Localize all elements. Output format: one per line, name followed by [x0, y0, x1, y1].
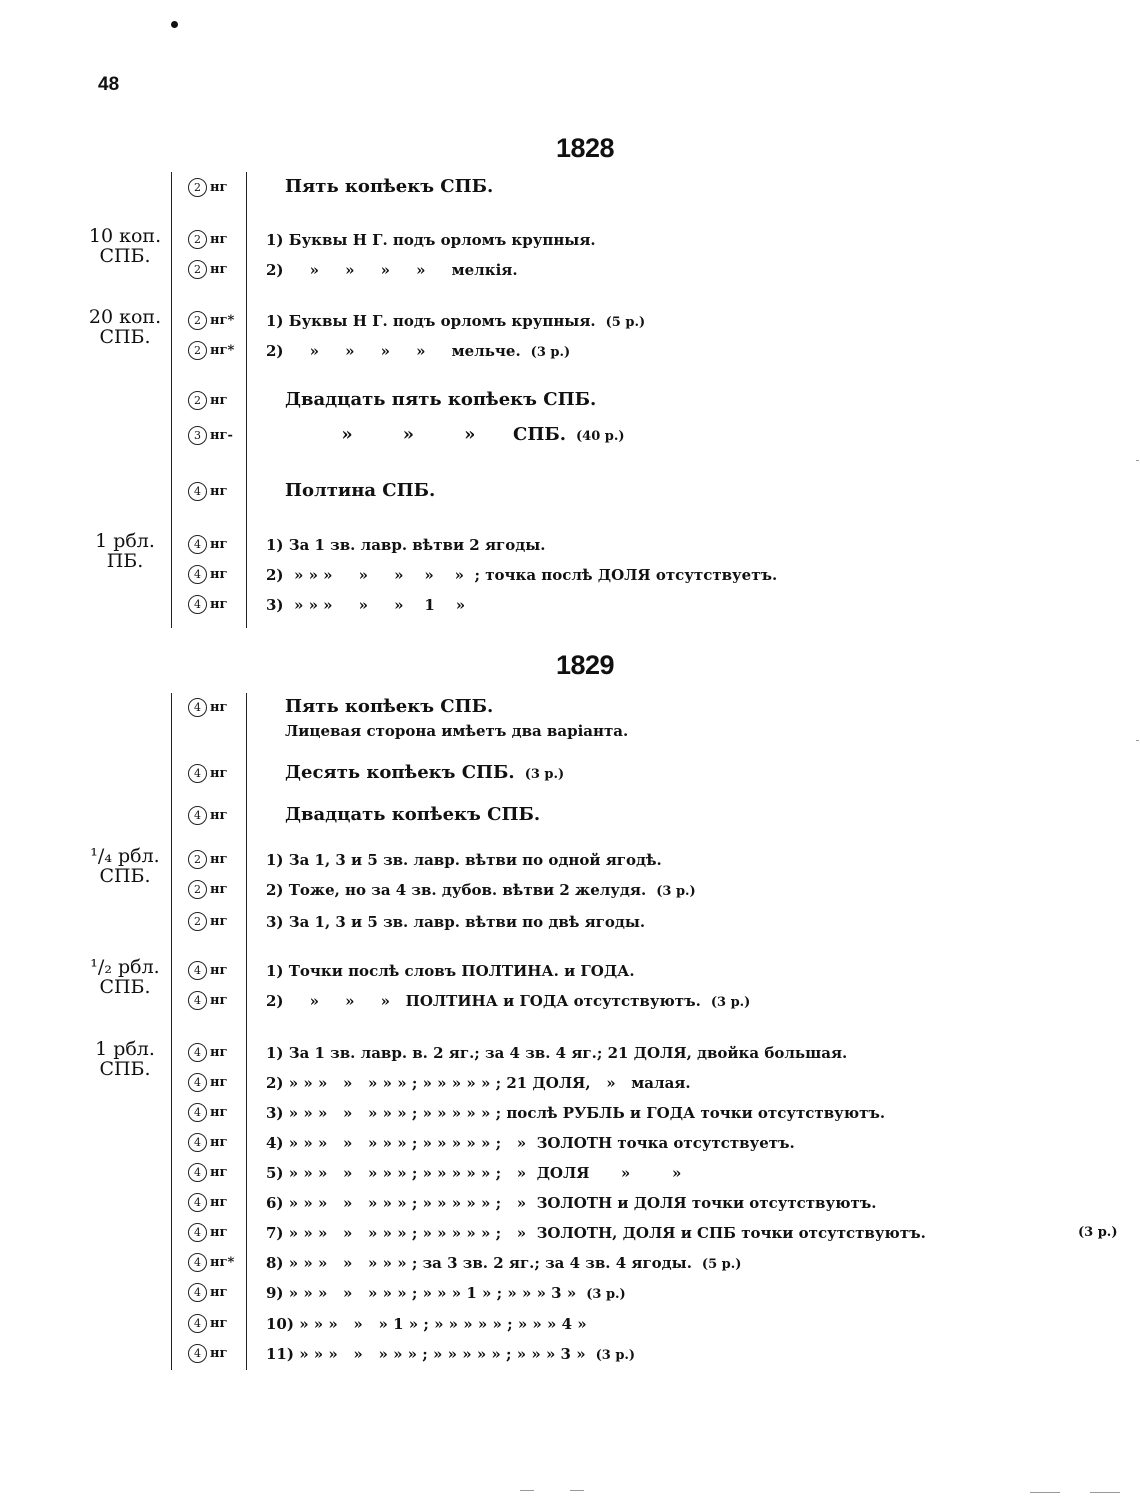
- variety-description: [285, 696, 493, 717]
- rarity-circle-icon: 4: [188, 1223, 207, 1242]
- catalog-row: [0, 593, 1140, 623]
- price-note: (3 р.): [710, 995, 751, 1010]
- catalog-row: [0, 989, 1140, 1019]
- rarity-mark: [188, 912, 227, 931]
- rarity-circle-icon: 4: [188, 806, 207, 825]
- rarity-circle-icon: 4: [188, 535, 207, 554]
- variety-description: [266, 992, 750, 1010]
- rarity-mark: [188, 850, 227, 869]
- rarity-circle-icon: 2: [188, 230, 207, 249]
- rarity-mark: [188, 764, 227, 783]
- variety-description: [266, 536, 546, 554]
- catalog-row: [0, 910, 1140, 940]
- variety-description: [266, 342, 570, 360]
- mint-mark: нг: [210, 484, 228, 499]
- catalog-row: [0, 1161, 1140, 1191]
- variety-text: 2) » » » ПОЛТИНА и ГОДА отсутствуютъ.: [266, 992, 701, 1010]
- mint-mark: нг: [210, 262, 228, 277]
- variety-text: 9) » » » » » » » ; » » » 1 » ; » » » 3 »: [266, 1284, 577, 1302]
- denomination-line: ¹/₂ рбл.: [90, 956, 160, 978]
- rarity-circle-icon: 4: [188, 1314, 207, 1333]
- rarity-circle-icon: 4: [188, 1253, 207, 1272]
- variety-description: [266, 261, 518, 279]
- mint-mark: нг: [210, 1225, 228, 1240]
- rarity-circle-icon: 4: [188, 1193, 207, 1212]
- rarity-circle-icon: 2: [188, 311, 207, 330]
- section-year: 1829: [555, 650, 615, 680]
- variety-text: 2) » » » » мельче.: [266, 342, 521, 360]
- catalog-row: [0, 530, 1140, 572]
- catalog-row: [0, 563, 1140, 593]
- mint-mark: нг: [210, 1316, 228, 1331]
- rarity-mark: [188, 535, 227, 554]
- mint-mark: нг: [210, 1346, 228, 1361]
- rarity-circle-icon: 4: [188, 1043, 207, 1062]
- rarity-circle-icon: 2: [188, 260, 207, 279]
- catalog-row: [0, 696, 1140, 740]
- denomination-line: СПБ.: [99, 1058, 151, 1080]
- catalog-row: [0, 480, 1140, 510]
- catalog-row: [0, 762, 1140, 792]
- rarity-mark: [188, 1073, 227, 1092]
- variety-description: [266, 566, 777, 584]
- denomination-line: 1 рбл.: [95, 530, 155, 552]
- catalog-row: [0, 1342, 1140, 1372]
- mint-mark: нг: [210, 1075, 228, 1090]
- section-year: 1828: [555, 133, 615, 163]
- variety-text: 2) » » » » » » » ; » » » » » ; 21 ДОЛЯ, » малая.: [266, 1074, 691, 1092]
- mint-mark: нг-: [210, 428, 233, 443]
- variety-description: [266, 1074, 691, 1092]
- mint-mark: нг: [210, 597, 228, 612]
- catalog-row: [0, 389, 1140, 419]
- rarity-mark: [188, 565, 227, 584]
- rarity-circle-icon: 4: [188, 1073, 207, 1092]
- variety-description: [266, 1345, 635, 1363]
- catalog-row: [0, 1251, 1140, 1281]
- rarity-circle-icon: 4: [188, 595, 207, 614]
- rarity-mark: [188, 1223, 227, 1242]
- rarity-mark: [188, 1043, 227, 1062]
- variety-text: 8) » » » » » » » ; за 3 зв. 2 яг.; за 4 зв. 4 ягоды.: [266, 1254, 692, 1272]
- variety-description: [285, 389, 596, 410]
- variety-text: 1) За 1 зв. лавр. вѣтви 2 ягоды.: [266, 536, 546, 554]
- denomination-line: СПБ.: [99, 976, 151, 998]
- mint-mark: нг: [210, 993, 228, 1008]
- rarity-circle-icon: 4: [188, 991, 207, 1010]
- rarity-mark: [188, 961, 227, 980]
- variety-description: [285, 804, 540, 825]
- variety-description: [266, 312, 645, 330]
- page-number: 48: [98, 74, 120, 95]
- catalog-row: [0, 804, 1140, 834]
- mint-mark: нг: [210, 914, 228, 929]
- mint-mark: нг: [210, 232, 228, 247]
- catalog-row: [0, 424, 1140, 454]
- mint-mark: нг*: [210, 313, 235, 328]
- variety-text: 10) » » » » » 1 » ; » » » » » ; » » » 4 »: [266, 1315, 587, 1333]
- rarity-mark: [188, 341, 234, 360]
- price-note: (3 р.): [595, 1348, 636, 1363]
- catalog-row: [0, 306, 1140, 348]
- price-note: (3 р.): [524, 767, 565, 782]
- mint-mark: нг*: [210, 343, 235, 358]
- rarity-circle-icon: 4: [188, 1163, 207, 1182]
- variety-description: [266, 881, 696, 899]
- mint-mark: нг: [210, 1195, 228, 1210]
- rarity-circle-icon: 4: [188, 698, 207, 717]
- denomination-line: 20 коп.: [88, 306, 162, 328]
- variety-description: [266, 1194, 876, 1212]
- mint-mark: нг: [210, 537, 228, 552]
- rarity-mark: [188, 311, 234, 330]
- mint-mark: нг: [210, 700, 228, 715]
- variety-description: [266, 1224, 926, 1242]
- rarity-mark: [188, 880, 227, 899]
- mint-mark: нг: [210, 963, 228, 978]
- variety-text: Десять копѣекъ СПБ.: [285, 762, 515, 783]
- variety-text: Двадцать пять копѣекъ СПБ.: [285, 389, 597, 410]
- variety-description: [266, 1254, 741, 1272]
- variety-description: [285, 424, 625, 445]
- ink-dot: [171, 21, 178, 28]
- rarity-mark: [188, 806, 227, 825]
- price-note: (5 р.): [605, 315, 646, 330]
- price-note: (3 р.): [530, 345, 571, 360]
- variety-text: Полтина СПБ.: [285, 480, 436, 501]
- variety-text: 3) » » » » » » » ; » » » » » ; послѣ РУБЛЬ и ГОДА точки отсутствуютъ.: [266, 1104, 886, 1122]
- price-note: (3 р.): [1078, 1225, 1118, 1240]
- catalog-row: [0, 1221, 1140, 1251]
- variety-description: [285, 480, 435, 501]
- rarity-mark: [188, 1253, 234, 1272]
- rarity-circle-icon: 4: [188, 1344, 207, 1363]
- catalog-row: [0, 1038, 1140, 1080]
- variety-text: 7) » » » » » » » ; » » » » » ; » ЗОЛОТН, ДОЛЯ и СПБ точки отсутствуютъ.: [266, 1224, 926, 1242]
- rarity-mark: [188, 426, 233, 445]
- variety-text: Двадцать копѣекъ СПБ.: [285, 804, 541, 825]
- variety-description: [266, 1044, 847, 1062]
- catalog-row: [0, 878, 1140, 908]
- variety-description: [266, 1284, 626, 1302]
- rarity-circle-icon: 4: [188, 565, 207, 584]
- mint-mark: нг: [210, 393, 228, 408]
- variety-text: 3) » » » » » 1 »: [266, 596, 466, 614]
- variety-text: 1) Буквы Н Г. подъ орломъ крупныя.: [266, 231, 596, 249]
- rarity-circle-icon: 3: [188, 426, 207, 445]
- catalog-row: [0, 258, 1140, 288]
- rarity-circle-icon: 4: [188, 1283, 207, 1302]
- catalog-row: [0, 1312, 1140, 1342]
- catalog-row: [0, 339, 1140, 369]
- variety-text: 11) » » » » » » » ; » » » » » ; » » » 3 »: [266, 1345, 586, 1363]
- variety-description: [266, 231, 596, 249]
- mint-mark: нг: [210, 882, 228, 897]
- variety-text: 1) Точки послѣ словъ ПОЛТИНА. и ГОДА.: [266, 962, 635, 980]
- mint-mark: нг: [210, 1285, 228, 1300]
- rarity-mark: [188, 1163, 227, 1182]
- catalog-row: [0, 1101, 1140, 1131]
- mint-mark: нг: [210, 766, 228, 781]
- denomination-line: 10 коп.: [88, 225, 162, 247]
- catalog-row: [0, 1281, 1140, 1311]
- rarity-circle-icon: 4: [188, 1133, 207, 1152]
- rarity-circle-icon: 2: [188, 341, 207, 360]
- rarity-circle-icon: 4: [188, 961, 207, 980]
- mint-mark: нг: [210, 1165, 228, 1180]
- rarity-circle-icon: 2: [188, 850, 207, 869]
- denomination-line: ¹/₄ рбл.: [90, 845, 160, 867]
- rarity-mark: [188, 1103, 227, 1122]
- rarity-circle-icon: 4: [188, 1103, 207, 1122]
- denomination-line: СПБ.: [99, 865, 151, 887]
- rarity-mark: [188, 482, 227, 501]
- variety-text: 4) » » » » » » » ; » » » » » ; » ЗОЛОТН точка отсутствуетъ.: [266, 1134, 795, 1152]
- variety-description: [266, 851, 662, 869]
- rarity-mark: [188, 1283, 227, 1302]
- rarity-circle-icon: 2: [188, 391, 207, 410]
- rarity-mark: [188, 1193, 227, 1212]
- price-note: (3 р.): [586, 1287, 626, 1302]
- variety-text: 6) » » » » » » » ; » » » » » ; » ЗОЛОТН и ДОЛЯ точки отсутствуютъ.: [266, 1194, 877, 1212]
- variety-description: [266, 1104, 885, 1122]
- rarity-mark: [188, 991, 227, 1010]
- variety-text: 3) За 1, 3 и 5 зв. лавр. вѣтви по двѣ ягоды.: [266, 913, 646, 931]
- catalog-row: [0, 845, 1140, 887]
- rarity-circle-icon: 2: [188, 178, 207, 197]
- variety-text: 1) За 1, 3 и 5 зв. лавр. вѣтви по одной ягодѣ.: [266, 851, 662, 869]
- rarity-circle-icon: 4: [188, 764, 207, 783]
- rarity-circle-icon: 2: [188, 880, 207, 899]
- denomination-line: ПБ.: [106, 550, 144, 572]
- variety-text: 5) » » » » » » » ; » » » » » ; » ДОЛЯ » »: [266, 1164, 682, 1182]
- variety-description: [266, 1164, 681, 1182]
- mint-mark: нг: [210, 180, 228, 195]
- mint-mark: нг: [210, 567, 228, 582]
- mint-mark: нг*: [210, 1255, 235, 1270]
- price-note: (5 р.): [701, 1257, 742, 1272]
- denomination-line: 1 рбл.: [95, 1038, 155, 1060]
- variety-text: Пять копѣекъ СПБ.: [285, 176, 494, 197]
- variety-text: 2) Тоже, но за 4 зв. дубов. вѣтви 2 желудя.: [266, 881, 647, 899]
- variety-text: 1) Буквы Н Г. подъ орломъ крупныя.: [266, 312, 596, 330]
- catalog-row: [0, 1191, 1140, 1221]
- rarity-mark: [188, 1133, 227, 1152]
- catalog-row: [0, 176, 1140, 206]
- denomination-line: СПБ.: [99, 326, 151, 348]
- mint-mark: нг: [210, 852, 228, 867]
- variety-description: [266, 962, 635, 980]
- variety-note: Лицевая сторона имѣетъ два варіанта.: [285, 722, 629, 740]
- rarity-circle-icon: 2: [188, 912, 207, 931]
- variety-text: Пять копѣекъ СПБ.: [285, 696, 494, 717]
- mint-mark: нг: [210, 1135, 228, 1150]
- variety-description: [266, 913, 645, 931]
- mint-mark: нг: [210, 1105, 228, 1120]
- rarity-mark: [188, 698, 227, 717]
- variety-description: [285, 176, 493, 197]
- variety-description: [266, 1315, 587, 1333]
- catalog-row: [0, 1071, 1140, 1101]
- variety-description: [285, 762, 564, 783]
- variety-text: 2) » » » » мелкія.: [266, 261, 518, 279]
- rarity-mark: [188, 1344, 227, 1363]
- variety-text: » » » СПБ.: [285, 424, 566, 445]
- catalog-row: [0, 225, 1140, 267]
- variety-text: 1) За 1 зв. лавр. в. 2 яг.; за 4 зв. 4 яг.; 21 ДОЛЯ, двойка большая.: [266, 1044, 848, 1062]
- catalog-row: [0, 956, 1140, 998]
- rarity-mark: [188, 178, 227, 197]
- rarity-mark: [188, 595, 227, 614]
- variety-description: [266, 596, 465, 614]
- price-note: (40 р.): [576, 429, 625, 444]
- rarity-mark: [188, 230, 227, 249]
- variety-text: 2) » » » » » » » ; точка послѣ ДОЛЯ отсутствуетъ.: [266, 566, 778, 584]
- price-note: (3 р.): [656, 884, 696, 899]
- rarity-mark: [188, 391, 227, 410]
- rarity-mark: [188, 1314, 227, 1333]
- mint-mark: нг: [210, 808, 228, 823]
- rarity-mark: [188, 260, 227, 279]
- catalog-row: [0, 1131, 1140, 1161]
- mint-mark: нг: [210, 1045, 228, 1060]
- denomination-line: СПБ.: [99, 245, 151, 267]
- variety-description: [266, 1134, 795, 1152]
- rarity-circle-icon: 4: [188, 482, 207, 501]
